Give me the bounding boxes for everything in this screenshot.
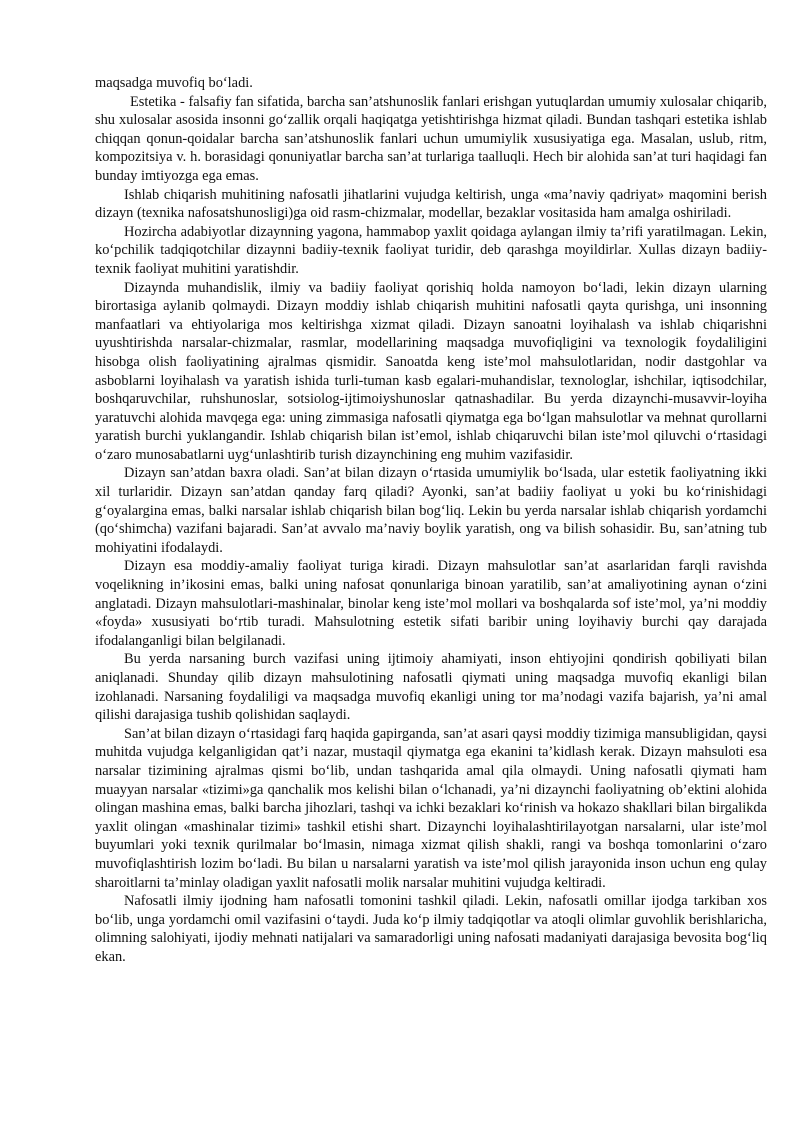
paragraph-6: Dizayn san’atdan baxra oladi. San’at bilan dizayn o‘rtasida umumiylik bo‘lsada, ular estetik faoliyatning ikki xil turlaridir. Dizayn san’atdan qanday farq qiladi? Ayonki, san’at badiiy faoliyat u yoki bu ko‘rinishidagi g‘oyalargina emas, balki narsalar ishlab chiqarish bilan bog‘liq. Lekin bu yerda narsalar ishlab chiqarish yordamchi (qo‘shimcha) vazifani bajaradi. San’at avvalo ma’naviy boylik yaratish, ong va bilish sohasidir. Bu, san’atning tub mohiyatini ifodalaydi.	[95, 465, 767, 556]
paragraph-10: Nafosatli ilmiy ijodning ham nafosatli tomonini tashkil qiladi. Lekin, nafosatli omillar ijodga tarkiban xos bo‘lib, unga yordamchi omil vazifasini o‘taydi. Juda ko‘p ilmiy tadqiqotlar va atoqli olimlar guvohlik berishlaricha, olimning salohiyati, ijodiy mehnati natijalari va samaradorligi uning nafosati madaniyati darajasiga bevosita bog‘liq ekan.	[95, 893, 767, 965]
paragraph-4: Hozircha adabiyotlar dizaynning yagona, hammabop yaxlit qoidaga aylangan ilmiy ta’rifi yaratilmagan. Lekin, ko‘pchilik tadqiqotchilar dizaynni badiiy-texnik faoliyat turidir, deb qarashga moyildirlar. Xullas dizayn badiiy-texnik faoliyat muhitini yaratishdir.	[95, 223, 767, 277]
document-page	[95, 74, 767, 967]
paragraph-8: Bu yerda narsaning burch vazifasi uning ijtimoiy ahamiyati, inson ehtiyojini qondirish qobiliyati bilan aniqlanadi. Shunday qilib dizayn mahsulotining nafosatli qiymati uning maqsadga muvofiq ekanligi bilan izohlanadi. Narsaning foydaliligi va maqsadga muvofiq ekanligi uning tor ma’nodagi vazifa bajarish, ya’ni amal qilishi darajasiga tushib qolishidan saqlaydi.	[95, 651, 767, 724]
paragraph-5: Dizaynda muhandislik, ilmiy va badiiy faoliyat qorishiq holda namoyon bo‘ladi, lekin dizayn ularning birortasiga aylanib qolmaydi. Dizayn moddiy ishlab chiqarish muhitini nafosatli qayta qurishga, uni insonning manfaatlari va ehtiyolariga mos keltirishga xizmat qiladi. Dizayn sanoatni loyihalash va ishlab chiqarishni uyushtirishda narsalar-chizmalar, rasmlar, modellarining maqsadga muvofiqligini va texnologik foydaliligini hisobga olish faoliyatining ajralmas qismidir. Sanoatda keng iste’mol mahsulotlaridan, nodir dastgohlar va asboblarni loyihalash va yaratish ishida turli-tuman kasb egalari-muhandislar, texnologlar, ishchilar, iqtisodchilar, boshqaruvchilar, ruhshunoslar, sotsiolog-ijtimoiyshunoslar qatnashadilar. Bu yerda dizaynchi-musavvir-loyiha yaratuvchi alohida mavqega ega: uning zimmasiga nafosatli qiymatga ega bo‘lgan mahsulotlar va mehnat qurollarni yaratish burchi yuklangandir. Ishlab chiqarish bilan ist’emol, ishlab chiqaruvchi bilan iste’mol qiluvchi o‘rtasidagi o‘zaro munosabatlarni uyg‘unlashtirib turish dizaynchining eng muhim vazifasidir.	[95, 279, 767, 463]
paragraph-7: Dizayn esa moddiy-amaliy faoliyat turiga kiradi. Dizayn mahsulotlar san’at asarlaridan farqli ravishda voqelikning in’ikosini emas, balki uning nafosat qonunlariga binoan yaratilib, san’at amaliyotining aynan o‘zini anglatadi. Dizayn mahsulotlari-mashinalar, binolar keng iste’mol mollari va boshqalarda sof iste’mol, ya’ni moddiy «foyda» xususiyati bo‘rtib turadi. Mahsulotning estetik sifati baribir uning loyihaviy burchi qay darajada ifodalanganligi bilan belgilanadi.	[95, 558, 767, 649]
paragraph-9: San’at bilan dizayn o‘rtasidagi farq haqida gapirganda, san’at asari qaysi moddiy tizimiga mansubligidan, qaysi muhitda vujudga kelganligidan qat’i nazar, mustaqil qiymatga ega ekanini ta’kidlash kerak. Dizayn mahsuloti esa narsalar tizimining ajralmas qismi bo‘lib, undan tashqarida amal qila olmaydi. Uning nafosatli qiymati ham muayyan narsalar «tizimi»ga qanchalik mos kelishi bilan o‘lchanadi, ya’ni dizaynchi faoliyatning ob’ektini alohida olingan mashina emas, balki barcha jihozlari, tashqi va ichki bezaklari ko‘rinish va hokazo shakllari bilan birgalikda yaxlit olingan «mashinalar tizimi» tashkil etishi shart. Dizaynchi loyihalashtirilayotgan narsalarni, ular iste’mol buyumlari yoki texnik qurilmalar bo‘lmasin, nimaga xizmat qilish shakli, rangi va boshqa tomonlarini o‘zaro muvofiqlashtirish lozim bo‘ladi. Bu bilan u narsalarni yaratish va iste’mol qilish jarayonida inson uchun eng qulay sharoitlarni ta’minlay oladigan yaxlit nafosatli molik narsalar muhitini vujudga keltiradi.	[95, 725, 767, 891]
paragraph-3: Ishlab chiqarish muhitining nafosatli jihatlarini vujudga keltirish, unga «ma’naviy qadriyat» maqomini berish dizayn (texnika nafosatshunosligi)ga oid rasm-chizmalar, modellar, bezaklar vositasida ham amalga oshiriladi.	[95, 186, 767, 222]
paragraph-1: maqsadga muvofiq bo‘ladi.	[95, 75, 253, 91]
paragraph-2: Estetika - falsafiy fan sifatida, barcha san’atshunoslik fanlari erishgan yutuqlardan umumiy xulosalar chiqarib, shu xulosalar asosida insonni go‘zallik orqali haqiqatga yetishtirishga hizmat qiladi. Bundan tashqari estetika ishlab chiqqan qonun-qoidalar barcha san’atshunoslik fanlari uchun umumiylik xususiyatiga ega. Masalan, uslub, ritm, kompozitsiya v. h. borasidagi qonuniyatlar barcha san’at turlariga taalluqli. Hech bir alohida san’at turi haqidagi fan bunday imtiyozga ega emas.	[95, 93, 767, 184]
